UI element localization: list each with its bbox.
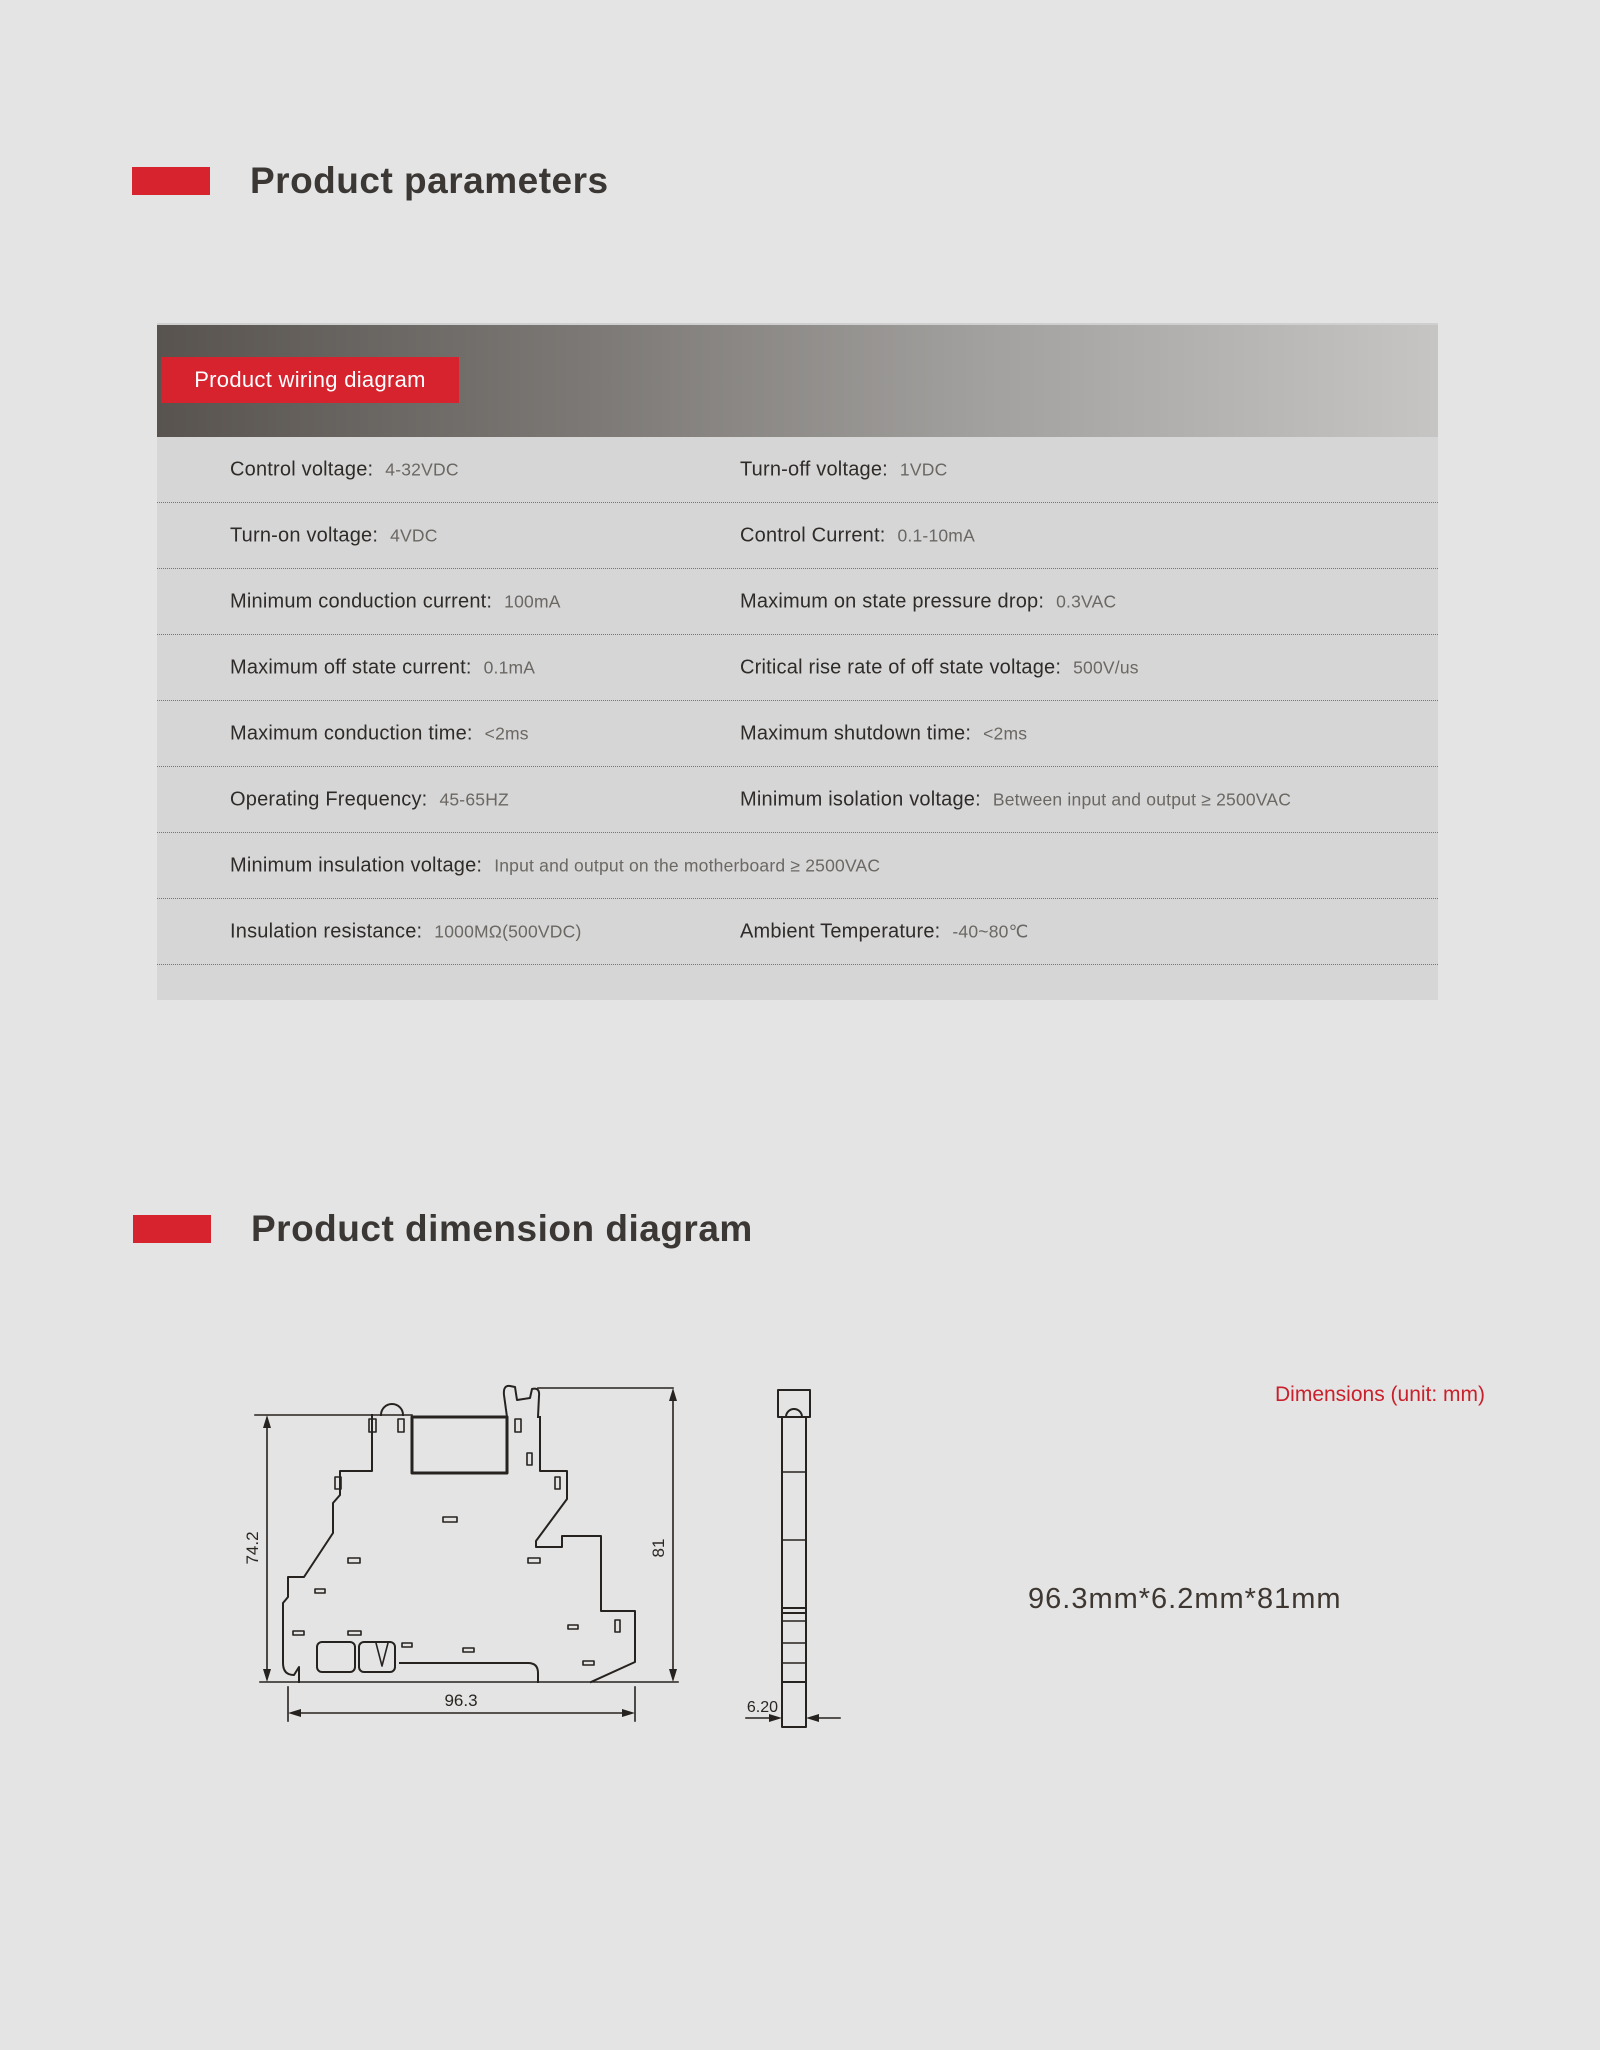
param-value: 0.1-10mA xyxy=(897,525,975,545)
param-value: 1000MΩ(500VDC) xyxy=(434,921,582,941)
param-cell xyxy=(740,590,1116,613)
dim-body-height-label: 74.2 xyxy=(243,1531,262,1565)
param-label: Maximum off state current: xyxy=(230,656,472,678)
red-bullet-swatch xyxy=(133,1215,211,1243)
param-value: -40~80℃ xyxy=(952,921,1029,941)
param-cell xyxy=(230,920,581,943)
param-value: 4-32VDC xyxy=(385,459,459,479)
param-cell xyxy=(230,854,880,877)
param-value: 100mA xyxy=(504,591,561,611)
param-value: <2ms xyxy=(983,723,1028,743)
param-label: Ambient Temperature: xyxy=(740,920,941,942)
param-label: Minimum insulation voltage: xyxy=(230,854,483,876)
table-header-label: Product wiring diagram xyxy=(161,357,459,403)
param-cell xyxy=(230,722,529,745)
table-row xyxy=(157,767,1438,833)
table-row xyxy=(157,833,1438,899)
dimensions-unit-note: Dimensions (unit: mm) xyxy=(1275,1383,1486,1406)
overall-size-text: 96.3mm*6.2mm*81mm xyxy=(1028,1583,1342,1615)
table-row xyxy=(157,569,1438,635)
param-label: Maximum shutdown time: xyxy=(740,722,972,744)
table-header-band xyxy=(157,323,1438,437)
param-label: Turn-off voltage: xyxy=(740,458,888,480)
param-cell xyxy=(740,920,1028,943)
param-label: Control voltage: xyxy=(230,458,374,480)
dim-overall-height-label: 81 xyxy=(649,1538,668,1558)
param-cell xyxy=(740,524,975,547)
param-value: 1VDC xyxy=(899,459,948,479)
table-row xyxy=(157,503,1438,569)
param-cell xyxy=(740,458,947,481)
red-bullet-swatch xyxy=(132,167,210,195)
param-rows xyxy=(157,437,1438,965)
table-row xyxy=(157,899,1438,965)
param-cell xyxy=(230,590,561,613)
param-label: Critical rise rate of off state voltage: xyxy=(740,656,1062,678)
table-row xyxy=(157,701,1438,767)
dimension-drawing xyxy=(240,1365,860,1765)
param-label: Control Current: xyxy=(740,524,886,546)
param-cell xyxy=(740,656,1139,679)
section-title: Product parameters xyxy=(250,160,609,201)
param-value: Input and output on the motherboard ≥ 2500VAC xyxy=(494,855,881,875)
param-cell xyxy=(230,788,509,811)
table-row xyxy=(157,437,1438,503)
dim-width-label: 96.3 xyxy=(444,1691,478,1710)
param-cell xyxy=(230,524,438,547)
param-label: Insulation resistance: xyxy=(230,920,423,942)
param-value: Between input and output ≥ 2500VAC xyxy=(992,789,1292,809)
param-label: Operating Frequency: xyxy=(230,788,428,810)
parameters-table xyxy=(157,323,1438,1000)
param-value: 4VDC xyxy=(390,525,438,545)
param-label: Turn-on voltage: xyxy=(230,524,379,546)
table-row xyxy=(157,635,1438,701)
param-cell xyxy=(230,458,459,481)
param-value: 500V/us xyxy=(1073,657,1139,677)
param-cell xyxy=(740,788,1291,811)
param-value: 45-65HZ xyxy=(439,789,509,809)
param-label: Maximum on state pressure drop: xyxy=(740,590,1045,612)
param-value: 0.1mA xyxy=(483,657,536,677)
param-cell xyxy=(740,722,1027,745)
param-label: Minimum isolation voltage: xyxy=(740,788,981,810)
section-header-dimensions xyxy=(133,1208,753,1250)
section-title: Product dimension diagram xyxy=(251,1208,753,1249)
param-cell xyxy=(230,656,535,679)
dim-thickness-label: 6.20 xyxy=(746,1699,778,1716)
param-value: <2ms xyxy=(484,723,529,743)
param-label: Maximum conduction time: xyxy=(230,722,473,744)
param-value: 0.3VAC xyxy=(1056,591,1117,611)
section-header-parameters xyxy=(132,160,609,202)
param-label: Minimum conduction current: xyxy=(230,590,493,612)
